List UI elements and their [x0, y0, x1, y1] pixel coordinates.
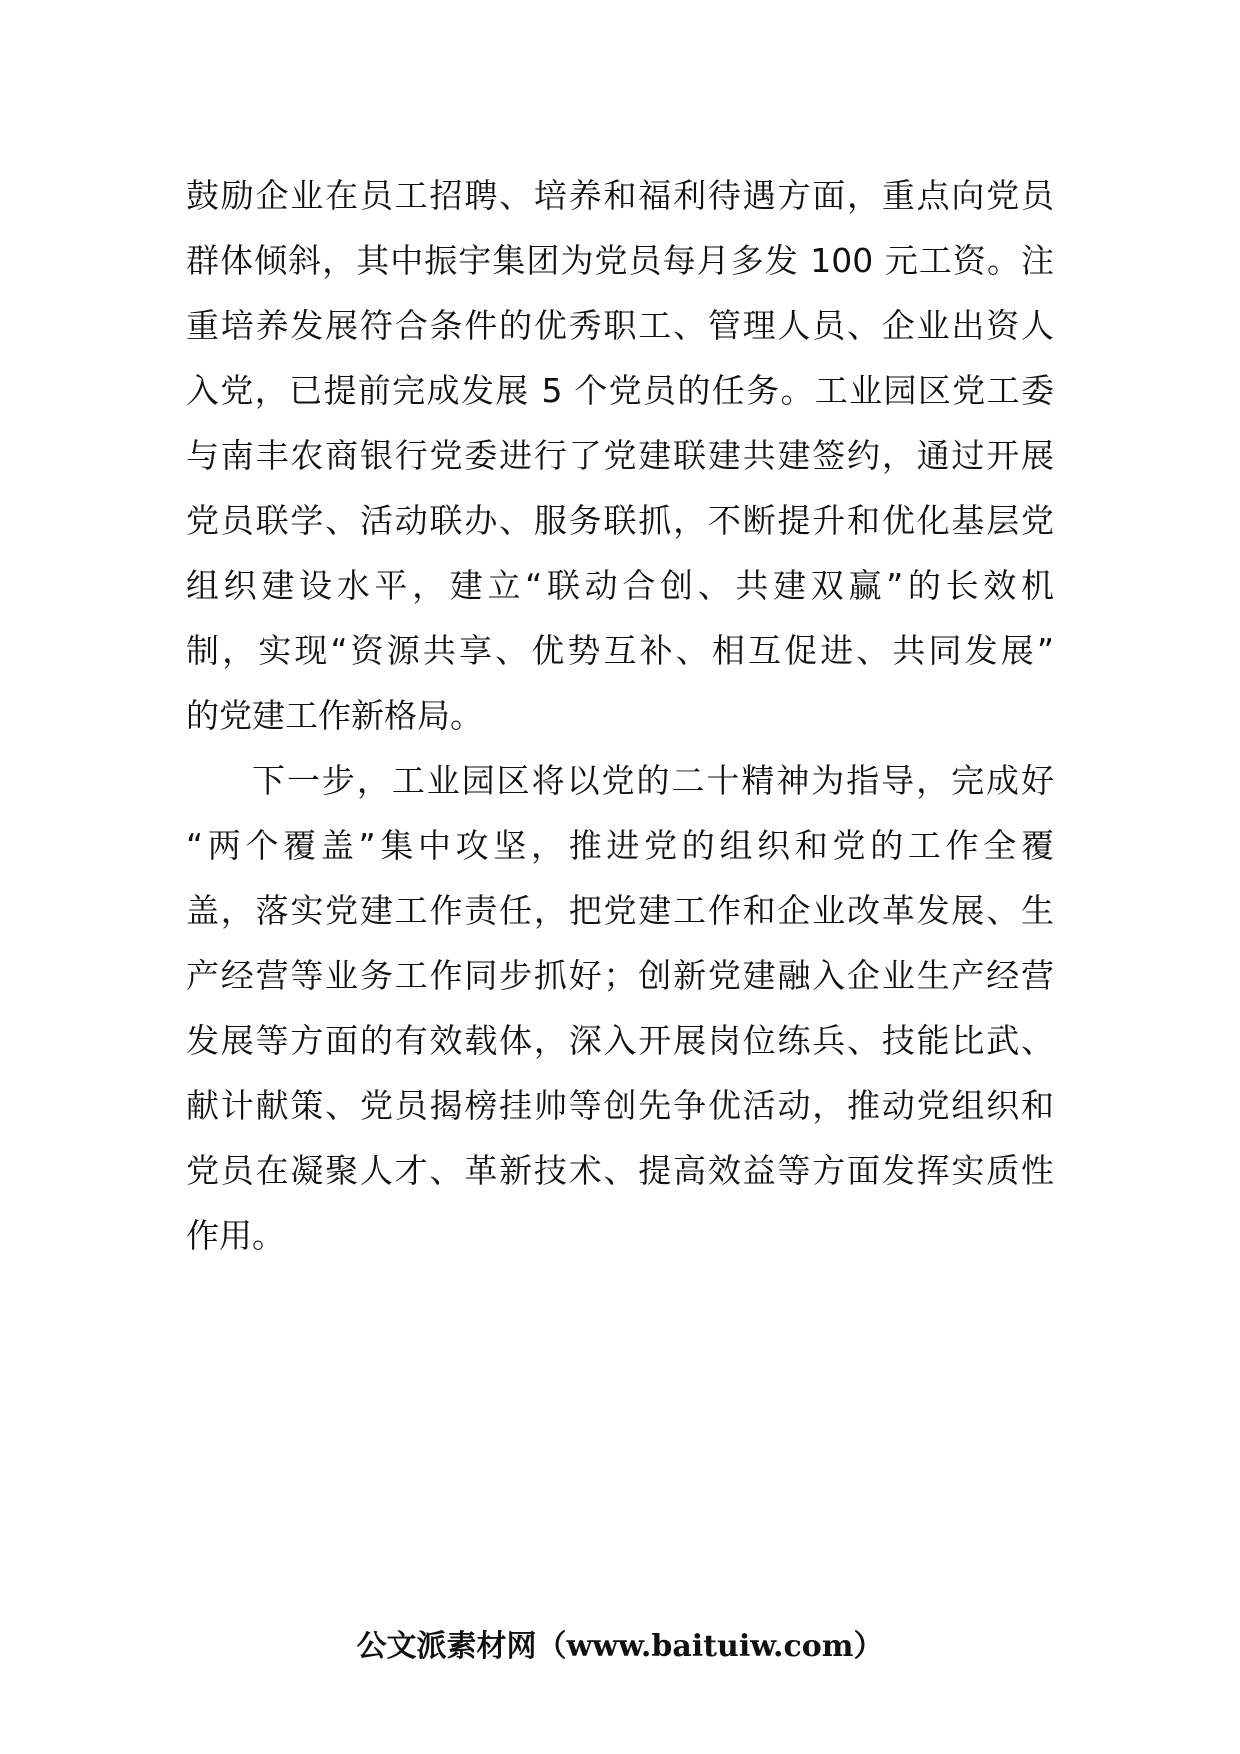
paragraph-2: [186, 748, 1054, 1268]
paragraph-1: [186, 163, 1054, 748]
text-line: 发展等方面的有效载体，深入开展岗位练兵、技能比武、: [186, 1021, 1054, 1060]
text-line: 组织建设水平，建立“联动合创、共建双赢”的长效机: [186, 566, 1054, 605]
text-line: 入党，已提前完成发展 5 个党员的任务。工业园区党工委: [186, 371, 1054, 410]
text-line: 群体倾斜，其中振宇集团为党员每月多发 100 元工资。注: [186, 241, 1054, 280]
text-line: 鼓励企业在员工招聘、培养和福利待遇方面，重点向党员: [186, 176, 1054, 215]
text-line: 制，实现“资源共享、优势互补、相互促进、共同发展”: [186, 631, 1054, 670]
text-line: 献计献策、党员揭榜挂帅等创先争优活动，推动党组织和: [186, 1086, 1054, 1125]
text-line: 党员在凝聚人才、革新技术、提高效益等方面发挥实质性: [186, 1151, 1054, 1190]
text-line: 盖，落实党建工作责任，把党建工作和企业改革发展、生: [186, 891, 1054, 930]
text-line: 重培养发展符合条件的优秀职工、管理人员、企业出资人: [186, 306, 1054, 345]
text-line: 产经营等业务工作同步抓好；创新党建融入企业生产经营: [186, 956, 1054, 995]
footer-watermark: 公文派素材网（www.baituiw.com）: [356, 1629, 884, 1664]
text-line: 的党建工作新格局。: [186, 696, 483, 735]
text-line: 与南丰农商银行党委进行了党建联建共建签约，通过开展: [186, 436, 1054, 475]
text-line: 下一步，工业园区将以党的二十精神为指导，完成好: [252, 761, 1054, 800]
body-text: [186, 163, 1054, 1268]
text-line: “两个覆盖”集中攻坚，推进党的组织和党的工作全覆: [186, 826, 1054, 865]
text-line: 党员联学、活动联办、服务联抓，不断提升和优化基层党: [186, 501, 1054, 540]
text-line: 作用。: [186, 1216, 285, 1255]
